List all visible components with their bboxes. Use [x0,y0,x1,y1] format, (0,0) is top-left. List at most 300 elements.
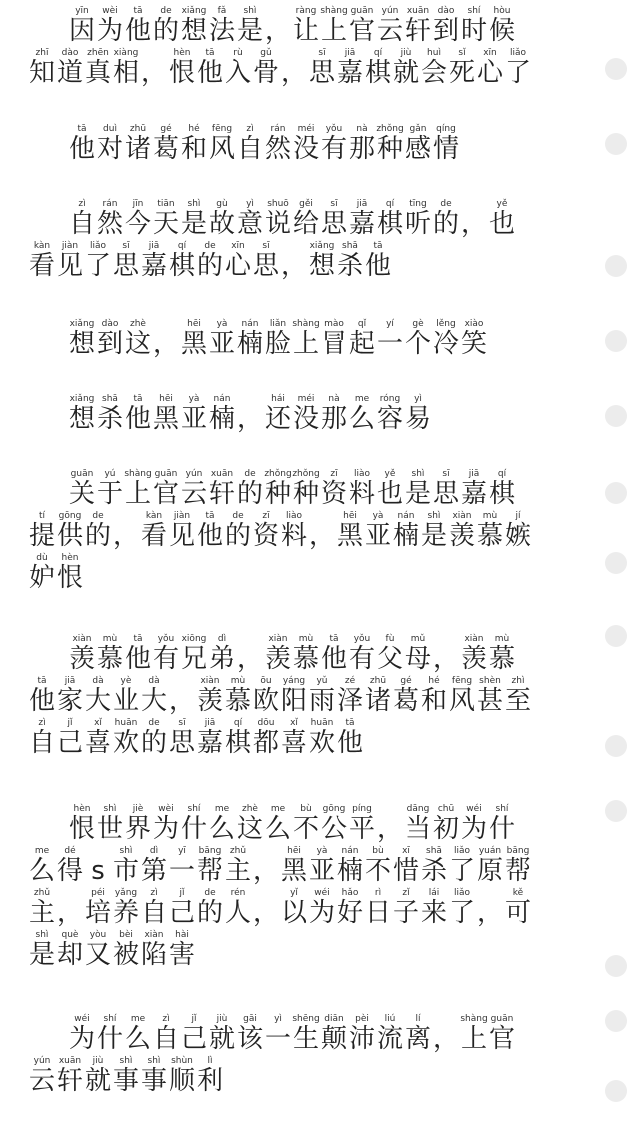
hanzi: 思 [432,479,459,509]
hanzi: 可 [504,898,531,928]
character [28,48,56,86]
character [432,319,460,357]
character [432,6,460,44]
pinyin: shā [420,846,447,856]
hanzi: 楠 [392,521,419,551]
pinyin: xiào [460,319,487,329]
character [112,511,140,549]
hanzi: 没 [292,404,319,434]
pinyin: zé [336,676,363,686]
pinyin: duì [96,124,123,134]
hanzi: 易 [404,404,431,434]
pinyin: mù [292,634,319,644]
character [364,241,392,279]
scroll-marker-dot [605,625,627,647]
hanzi: ， [432,1024,459,1054]
scroll-marker-dot [605,405,627,427]
pinyin: xiǎng [68,319,95,329]
hanzi: 葛 [392,686,419,716]
pinyin: jiā [336,48,363,58]
hanzi: 顺 [168,1066,195,1096]
pinyin: nà [348,124,375,134]
character [224,48,252,86]
hanzi: 天 [152,209,179,239]
pinyin: hēi [336,511,363,521]
hanzi: 楠 [208,404,235,434]
pinyin: gǔ [252,48,279,58]
pinyin: fù [376,634,403,644]
pinyin: ràng [292,6,319,16]
pinyin [253,846,279,856]
pinyin: mù [476,511,503,521]
pinyin: dé [56,846,83,856]
pinyin: zì [140,888,167,898]
pinyin: yī [168,846,195,856]
pinyin: qǐ [348,319,375,329]
pinyin: nán [392,511,419,521]
pinyin: gōng [56,511,83,521]
hanzi: 羡 [68,644,95,674]
character [364,888,392,926]
pinyin: sī [432,469,459,479]
character [252,676,280,714]
pinyin: dōu [252,718,279,728]
pinyin: de [196,888,223,898]
pinyin: me [124,1014,151,1024]
character [112,718,140,756]
character [264,804,292,842]
paragraph [0,2,600,86]
hanzi: 云 [180,479,207,509]
pinyin: yà [180,394,207,404]
character [168,930,196,968]
hanzi: 思 [112,251,139,281]
pinyin: yáng [280,676,307,686]
hanzi: 思 [168,728,195,758]
pinyin: shì [28,930,55,940]
hanzi: 慕 [476,521,503,551]
character [124,124,152,162]
character [196,48,224,86]
hanzi: 这 [236,814,263,844]
scroll-marker-dot [605,330,627,352]
hanzi: 他 [124,404,151,434]
hanzi: 的 [432,209,459,239]
hanzi: 黑 [336,521,363,551]
pinyin [91,849,105,859]
pinyin: ōu [252,676,279,686]
pinyin: bù [292,804,319,814]
character [476,888,504,926]
character [348,634,376,672]
hanzi: 说 [264,209,291,239]
hanzi: 的 [236,479,263,509]
pinyin: xiàn [448,511,475,521]
character [420,676,448,714]
pinyin: xuān [56,1056,83,1066]
pinyin: kàn [28,241,55,251]
hanzi: 风 [208,134,235,164]
hanzi: ， [112,521,139,551]
character [336,511,364,549]
hanzi: 害 [168,940,195,970]
hanzi: 嘉 [336,58,363,88]
hanzi: 慕 [224,686,251,716]
pinyin: yǒu [152,634,179,644]
hanzi: ， [140,58,167,88]
hanzi: 么 [124,1024,151,1054]
pinyin: qíng [432,124,459,134]
hanzi: 料 [348,479,375,509]
character [432,634,460,672]
hanzi: 是 [236,16,263,46]
hanzi: 亚 [180,404,207,434]
character [28,241,56,279]
character [84,676,112,714]
hanzi: 他 [68,134,95,164]
hanzi: 诸 [364,686,391,716]
pinyin: yǒu [348,634,375,644]
hanzi: 起 [348,329,375,359]
character [96,199,124,237]
scroll-marker-dot [605,955,627,977]
character [364,48,392,86]
character [96,319,124,357]
hanzi: 大 [140,686,167,716]
pinyin: chū [432,804,459,814]
character [460,199,488,237]
pinyin: liào [348,469,375,479]
character [320,199,348,237]
pinyin: dào [56,48,83,58]
pinyin: jiù [392,48,419,58]
pinyin [281,241,307,251]
hanzi: 棋 [376,209,403,239]
character [448,888,476,926]
character [252,718,280,756]
character [56,718,84,756]
hanzi: 世 [96,814,123,844]
character [432,1014,460,1052]
hanzi: 感 [404,134,431,164]
character [180,1014,208,1052]
scroll-marker-dot [605,133,627,155]
character [448,846,476,884]
character [308,241,336,279]
pinyin: lí [404,1014,431,1024]
character [264,469,292,507]
hanzi: 风 [448,686,475,716]
pinyin: yuán [476,846,503,856]
hanzi: 想 [308,251,335,281]
pinyin: gè [404,319,431,329]
text-line [0,714,600,756]
character [460,634,488,672]
pinyin [237,634,263,644]
pinyin [141,48,167,58]
character [504,888,532,926]
paragraph [0,315,600,357]
character [392,676,420,714]
character [308,676,336,714]
character [56,930,84,968]
character [152,634,180,672]
hanzi: ， [252,898,279,928]
hanzi: 给 [292,209,319,239]
character [168,511,196,549]
pinyin: lì [196,1056,223,1066]
hanzi: 是 [420,521,447,551]
pinyin: jiā [348,199,375,209]
pinyin: tí [28,511,55,521]
pinyin: kàn [140,511,167,521]
text-line [0,315,600,357]
pinyin: wéi [308,888,335,898]
pinyin: xǐ [280,718,307,728]
hanzi: 恨 [68,814,95,844]
character [264,634,292,672]
text-line [0,120,600,162]
hanzi: 帮 [504,856,531,886]
pinyin: zhì [504,676,531,686]
hanzi: 轩 [208,479,235,509]
character [364,676,392,714]
character [112,888,140,926]
hanzi: 供 [56,521,83,551]
hanzi: 平 [348,814,375,844]
pinyin: jiù [208,1014,235,1024]
character [236,1014,264,1052]
hanzi: 至 [504,686,531,716]
pinyin: liǎo [84,241,111,251]
character [376,394,404,432]
hanzi: ， [280,58,307,88]
hanzi: 情 [432,134,459,164]
character [404,1014,432,1052]
pinyin: pèi [348,1014,375,1024]
character [336,241,364,279]
character [56,241,84,279]
character [264,124,292,162]
character [84,1056,112,1094]
pinyin: xiǎng [180,6,207,16]
character [292,124,320,162]
character [152,6,180,44]
pinyin: liào [280,511,307,521]
hanzi: 心 [224,251,251,281]
pinyin: méi [292,124,319,134]
paragraph [0,465,600,591]
hanzi: 父 [376,644,403,674]
pinyin: yún [28,1056,55,1066]
character [264,199,292,237]
scroll-marker-dot [605,800,627,822]
character [504,676,532,714]
character [224,888,252,926]
character [84,930,112,968]
pinyin: xǐ [84,718,111,728]
pinyin: dà [84,676,111,686]
pinyin: zhǒng [292,469,320,479]
character [292,6,320,44]
character [364,511,392,549]
pinyin: zì [236,124,263,134]
pinyin: tā [364,241,391,251]
pinyin: jiàn [168,511,195,521]
hanzi: 帮 [196,856,223,886]
character [208,124,236,162]
pinyin: yì [264,1014,291,1024]
character [96,6,124,44]
hanzi: 黑 [180,329,207,359]
pinyin: huān [308,718,335,728]
hanzi: 不 [364,856,391,886]
hanzi: 嫉 [504,521,531,551]
pinyin: qí [224,718,251,728]
hanzi: 诸 [124,134,151,164]
pinyin: lái [420,888,447,898]
character [348,124,376,162]
character [376,124,404,162]
character [56,846,84,884]
character [180,124,208,162]
character [168,888,196,926]
character [280,511,308,549]
pinyin [153,319,179,329]
scroll-marker-dot [605,482,627,504]
hanzi: ， [476,898,503,928]
character [152,804,180,842]
pinyin: zhè [124,319,151,329]
hanzi: 自 [140,898,167,928]
hanzi: 妒 [28,563,55,593]
pinyin: gé [152,124,179,134]
hanzi: 羡 [264,644,291,674]
character [488,6,516,44]
pinyin: mù [488,634,515,644]
character [488,1014,516,1052]
pinyin: bèi [112,930,139,940]
pinyin: xiàn [140,930,167,940]
hanzi: 嘉 [140,251,167,281]
pinyin: sī [112,241,139,251]
character [140,511,168,549]
character [124,6,152,44]
pinyin: shì [236,6,263,16]
character [96,1014,124,1052]
hanzi: 来 [420,898,447,928]
hanzi: 思 [320,209,347,239]
hanzi: 为 [460,814,487,844]
pinyin: shí [180,804,207,814]
scroll-marker-dot [605,552,627,574]
hanzi: 上 [292,329,320,359]
character [336,718,364,756]
pinyin: shí [96,1014,123,1024]
hanzi: 利 [196,1066,223,1096]
pinyin: huì [420,48,447,58]
character [208,394,236,432]
pinyin [253,888,279,898]
hanzi: 羡 [448,521,475,551]
pinyin: hài [168,930,195,940]
character [348,199,376,237]
hanzi: 和 [420,686,447,716]
character [488,804,516,842]
hanzi: 己 [56,728,83,758]
hanzi: 死 [448,58,475,88]
hanzi: 初 [432,814,459,844]
pinyin: róng [376,394,403,404]
hanzi: 的 [152,16,179,46]
character [404,199,432,237]
character [420,511,448,549]
character [292,319,320,357]
pinyin: hèn [68,804,95,814]
hanzi: 他 [124,644,151,674]
character [392,846,420,884]
pinyin: bù [364,846,391,856]
pinyin: hèn [168,48,195,58]
character [376,804,404,842]
hanzi: 见 [56,251,83,281]
hanzi: 那 [320,404,347,434]
pinyin: xiàn [196,676,223,686]
character [404,469,432,507]
character [84,241,112,279]
character [448,511,476,549]
character [280,846,308,884]
hanzi: 嘉 [196,728,223,758]
pinyin: rì [364,888,391,898]
text-line [0,195,600,237]
hanzi: 想 [68,404,95,434]
hanzi: 黑 [152,404,179,434]
character [392,888,420,926]
pinyin: zhū [364,676,391,686]
hanzi: 亚 [308,856,335,886]
pinyin: dì [140,846,167,856]
pinyin: xīn [476,48,503,58]
pinyin: dà [140,676,167,686]
pinyin: shì [420,511,447,521]
character [140,241,168,279]
hanzi: 是 [404,479,431,509]
character [180,469,208,507]
pinyin: gù [208,199,235,209]
pinyin: bāng [196,846,223,856]
hanzi: 颠 [320,1024,347,1054]
character [84,718,112,756]
hanzi: 的 [84,521,111,551]
character [224,846,252,884]
character [28,930,56,968]
pinyin: jiā [196,718,223,728]
pinyin: yǔ [308,676,335,686]
hanzi: 于 [96,479,123,509]
pinyin: yì [236,199,263,209]
character [348,469,376,507]
hanzi: 了 [84,251,111,281]
character [68,124,96,162]
character [196,888,224,926]
text-line [0,884,600,926]
pinyin: jǐ [56,718,83,728]
character [112,846,140,884]
pinyin: nán [208,394,235,404]
character [392,511,420,549]
pinyin: xuān [404,6,431,16]
